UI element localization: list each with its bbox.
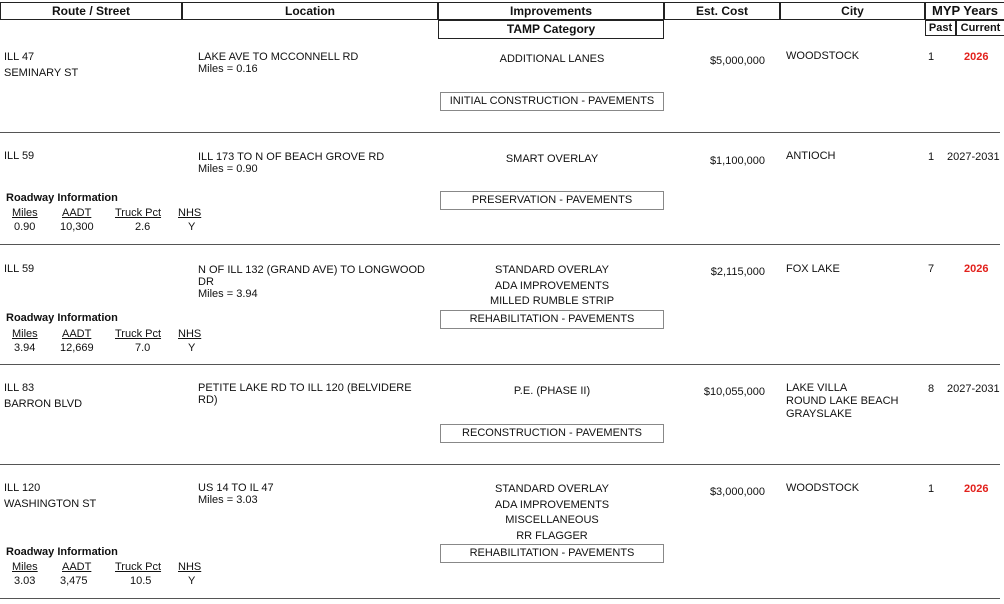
roadway-nhs-label: NHS <box>178 328 202 340</box>
current-years: 2026 <box>964 483 989 495</box>
roadway-aadt-label: AADT <box>62 328 92 340</box>
row-divider <box>0 244 1000 245</box>
route-name: ILL 59 <box>4 150 35 162</box>
past-column-header: Past <box>925 20 956 36</box>
past-years: 1 <box>928 483 935 495</box>
improvement-item: RR FLAGGER <box>516 530 588 542</box>
roadway-nhs-label: NHS <box>178 561 202 573</box>
roadway-aadt: 3,475 <box>60 575 88 587</box>
current-years: 2027-2031 <box>947 383 1000 395</box>
city-column-header: City <box>780 2 925 20</box>
roadway-miles: 3.03 <box>14 575 36 587</box>
tamp-category: REHABILITATION - PAVEMENTS <box>440 310 664 329</box>
location-text: DR <box>198 276 214 288</box>
street-name: BARRON BLVD <box>4 398 83 410</box>
roadway-nhs: Y <box>188 221 196 233</box>
tamp-category: PRESERVATION - PAVEMENTS <box>440 191 664 210</box>
row-divider <box>0 364 1000 365</box>
roadway-truck-label: Truck Pct <box>115 328 162 340</box>
city-name: WOODSTOCK <box>786 50 860 62</box>
improvement-item: ADDITIONAL LANES <box>499 53 605 65</box>
improvement-item: SMART OVERLAY <box>505 153 599 165</box>
location-text: ILL 173 TO N OF BEACH GROVE RD <box>198 151 385 163</box>
roadway-nhs: Y <box>188 575 196 587</box>
roadway-miles-label: Miles <box>12 328 38 340</box>
current-column-header: Current <box>956 20 1004 36</box>
improvement-item: ADA IMPROVEMENTS <box>494 280 610 292</box>
location-text: LAKE AVE TO MCCONNELL RD <box>198 51 359 63</box>
roadway-aadt-label: AADT <box>62 561 92 573</box>
roadway-miles-label: Miles <box>12 561 38 573</box>
estimated-cost: $5,000,000 <box>709 55 765 67</box>
location-miles: Miles = 0.16 <box>198 63 258 75</box>
route-name: ILL 83 <box>4 382 35 394</box>
location-column-header: Location <box>182 2 438 20</box>
route-name: ILL 47 <box>4 51 35 63</box>
tamp-category: INITIAL CONSTRUCTION - PAVEMENTS <box>440 92 664 111</box>
location-text: PETITE LAKE RD TO ILL 120 (BELVIDERE <box>198 382 412 394</box>
current-years: 2027-2031 <box>947 151 1000 163</box>
city-name: LAKE VILLA <box>786 382 848 394</box>
location-miles: Miles = 3.94 <box>198 288 258 300</box>
estimated-cost: $10,055,000 <box>703 386 765 398</box>
improvements-column-header: Improvements <box>438 2 664 20</box>
city-name: WOODSTOCK <box>786 482 860 494</box>
improvement-item: STANDARD OVERLAY <box>495 483 609 495</box>
current-years: 2026 <box>964 263 989 275</box>
roadway-info-title: Roadway Information <box>6 312 118 324</box>
past-years: 8 <box>928 383 935 395</box>
tamp-category-header: TAMP Category <box>438 20 664 39</box>
city-name: GRAYSLAKE <box>786 408 852 420</box>
estimated-cost: $3,000,000 <box>709 486 765 498</box>
row-divider <box>0 132 1000 133</box>
estimated-cost: $1,100,000 <box>709 155 765 167</box>
row-divider <box>0 598 1000 599</box>
street-name: WASHINGTON ST <box>4 498 97 510</box>
roadway-aadt-label: AADT <box>62 207 92 219</box>
row-divider <box>0 464 1000 465</box>
cost-column-header: Est. Cost <box>664 2 780 20</box>
location-miles: Miles = 0.90 <box>198 163 258 175</box>
roadway-truck-pct: 2.6 <box>135 221 151 233</box>
roadway-truck-pct: 7.0 <box>135 342 151 354</box>
location-text: RD) <box>198 394 218 406</box>
roadway-nhs-label: NHS <box>178 207 202 219</box>
estimated-cost: $2,115,000 <box>710 266 765 278</box>
improvement-item: P.E. (PHASE II) <box>513 385 591 397</box>
roadway-truck-pct: 10.5 <box>130 575 152 587</box>
improvement-item: ADA IMPROVEMENTS <box>494 499 610 511</box>
roadway-truck-label: Truck Pct <box>115 207 162 219</box>
route-name: ILL 120 <box>4 482 41 494</box>
improvement-item: STANDARD OVERLAY <box>495 264 609 276</box>
route-name: ILL 59 <box>4 263 35 275</box>
roadway-aadt: 12,669 <box>60 342 94 354</box>
route-column-header: Route / Street <box>0 2 182 20</box>
past-years: 1 <box>928 51 935 63</box>
current-years: 2026 <box>964 51 989 63</box>
city-name: ANTIOCH <box>786 150 836 162</box>
improvement-item: MISCELLANEOUS <box>505 514 599 526</box>
roadway-miles: 0.90 <box>14 221 36 233</box>
location-miles: Miles = 3.03 <box>198 494 258 506</box>
roadway-aadt: 10,300 <box>60 221 94 233</box>
tamp-category: RECONSTRUCTION - PAVEMENTS <box>440 424 664 443</box>
improvement-item: MILLED RUMBLE STRIP <box>489 295 615 307</box>
city-name: ROUND LAKE BEACH <box>786 395 899 407</box>
tamp-category: REHABILITATION - PAVEMENTS <box>440 544 664 563</box>
roadway-info-title: Roadway Information <box>6 546 118 558</box>
location-text: N OF ILL 132 (GRAND AVE) TO LONGWOOD <box>198 264 425 276</box>
roadway-truck-label: Truck Pct <box>115 561 162 573</box>
roadway-miles: 3.94 <box>14 342 36 354</box>
roadway-nhs: Y <box>188 342 196 354</box>
roadway-miles-label: Miles <box>12 207 38 219</box>
past-years: 7 <box>928 263 935 275</box>
city-name: FOX LAKE <box>786 263 840 275</box>
myp-years-header: MYP Years <box>925 2 1004 20</box>
roadway-info-title: Roadway Information <box>6 192 118 204</box>
past-years: 1 <box>928 151 935 163</box>
location-text: US 14 TO IL 47 <box>198 482 274 494</box>
street-name: SEMINARY ST <box>4 67 79 79</box>
